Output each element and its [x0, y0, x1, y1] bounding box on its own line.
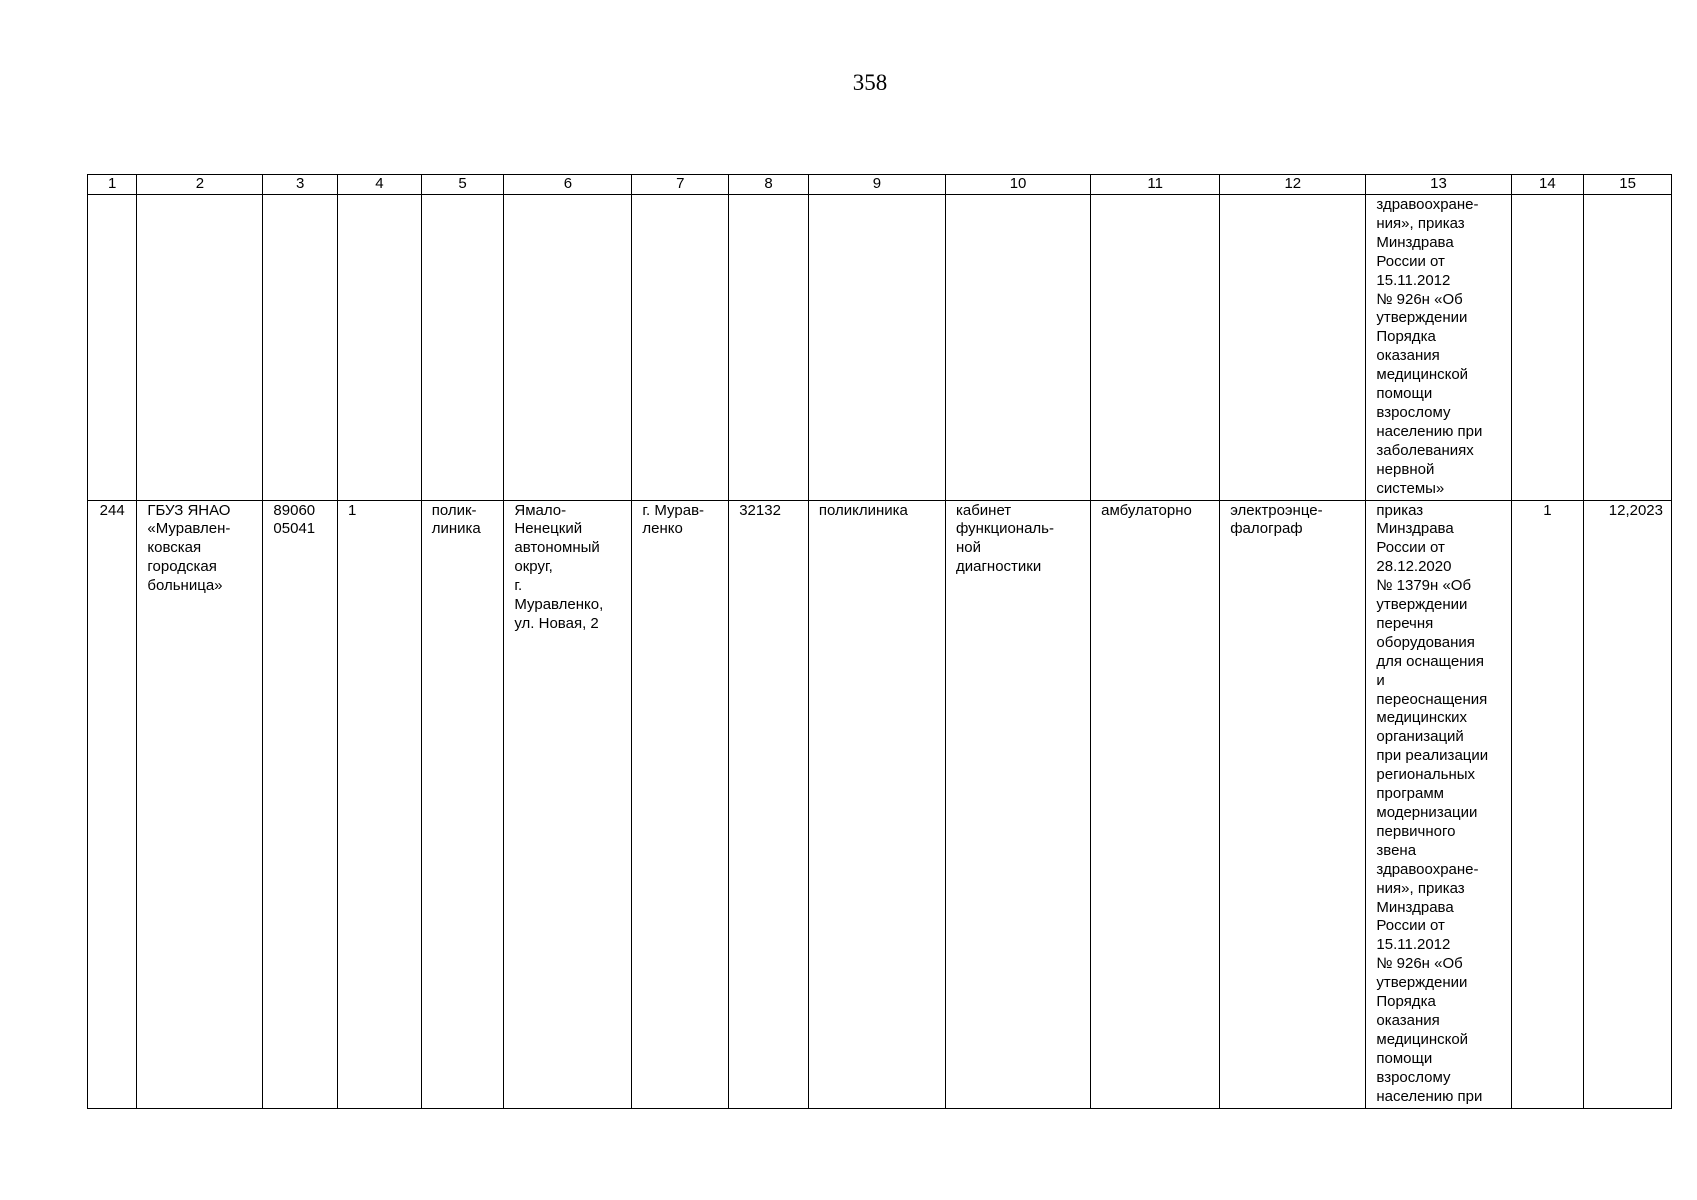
- header-cell: 6: [504, 175, 632, 195]
- header-cell: 9: [808, 175, 945, 195]
- regulation-cell: приказ Минздрава России от 28.12.2020 № 1379н «Об утверждении перечня оборудования для оснащения и переоснащения медицинских организаций при реализации региональных программ модернизации первичного звена здравоохране- ния», приказ Минздрава России от 15.11.2012 № 926н «Об утверждении Порядка оказания медицинской помощи взрослому населению при: [1366, 500, 1511, 1108]
- address-cell: Ямало- Ненецкий автономный округ, г. Муравленко, ул. Новая, 2: [504, 500, 632, 1108]
- code-cell: 89060 05041: [263, 500, 338, 1108]
- header-cell: 14: [1511, 175, 1584, 195]
- table-cell: [632, 195, 729, 501]
- table-cell: [263, 195, 338, 501]
- header-cell: 2: [137, 175, 263, 195]
- header-cell: 10: [945, 175, 1090, 195]
- table-row: [88, 500, 1672, 1108]
- header-cell: 7: [632, 175, 729, 195]
- header-cell: 11: [1091, 175, 1220, 195]
- facility-cell: поликлиника: [808, 500, 945, 1108]
- table-cell: [421, 195, 504, 501]
- header-cell: 3: [263, 175, 338, 195]
- table-cell: [1511, 195, 1584, 501]
- table-cell: [338, 195, 422, 501]
- care-mode-cell: амбулаторно: [1091, 500, 1220, 1108]
- header-cell: 8: [729, 175, 809, 195]
- table-cell: [1220, 195, 1366, 501]
- equipment-cell: электроэнце- фалограф: [1220, 500, 1366, 1108]
- header-cell: 1: [88, 175, 137, 195]
- table-cell: [729, 195, 809, 501]
- header-row: [88, 175, 1672, 195]
- header-cell: 5: [421, 175, 504, 195]
- header-cell: 13: [1366, 175, 1511, 195]
- page-number: 358: [852, 70, 888, 95]
- table-cell: [88, 195, 137, 501]
- date-cell: 12,2023: [1584, 500, 1672, 1108]
- table-cell: [945, 195, 1090, 501]
- quantity-cell: 1: [1511, 500, 1584, 1108]
- header-cell: 4: [338, 175, 422, 195]
- col4-cell: 1: [338, 500, 422, 1108]
- city-cell: г. Мурав- ленко: [632, 500, 729, 1108]
- table-cell: [808, 195, 945, 501]
- regulation-cell: здравоохране- ния», приказ Минздрава России от 15.11.2012 № 926н «Об утверждении Порядка оказания медицинской помощи взрослому населению при заболеваниях нервной системы»: [1366, 195, 1511, 501]
- header-cell: 15: [1584, 175, 1672, 195]
- header-cell: 12: [1220, 175, 1366, 195]
- continuation-row: [88, 195, 1672, 501]
- organization-cell: ГБУЗ ЯНАО «Муравлен- ковская городская больница»: [137, 500, 263, 1108]
- table-cell: [504, 195, 632, 501]
- row-number-cell: 244: [88, 500, 137, 1108]
- department-cell: кабинет функциональ- ной диагностики: [945, 500, 1090, 1108]
- table-cell: [1091, 195, 1220, 501]
- unit-type-cell: полик- линика: [421, 500, 504, 1108]
- equipment-table: [87, 174, 1672, 1109]
- table-cell: [137, 195, 263, 501]
- table-cell: [1584, 195, 1672, 501]
- code2-cell: 32132: [729, 500, 809, 1108]
